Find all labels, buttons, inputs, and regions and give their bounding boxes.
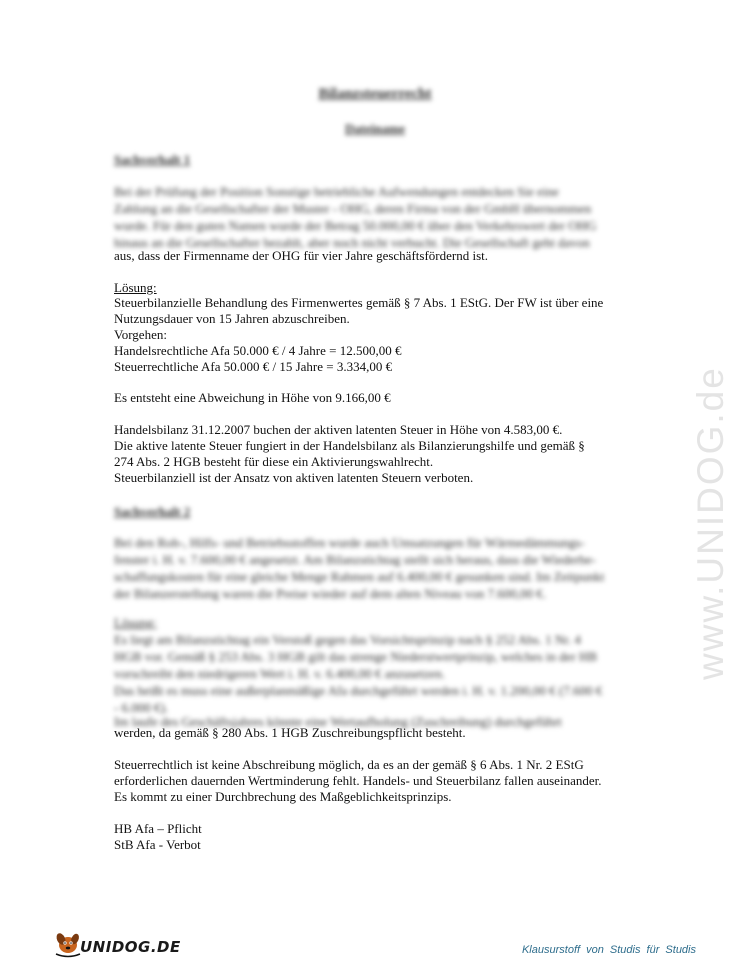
section1-heading: Sachverhalt 1 xyxy=(114,152,191,167)
watermark-text: www.UNIDOG.de xyxy=(690,366,731,680)
section1-blurred-line: wurde. Für den guten Namen wurde der Betrag 50.000,00 € über den Verkehrswert der OHG xyxy=(114,218,597,233)
section2-blurred-solution-line: vorschreibt den niedrigeren Wert i. H. v. 6.400,00 € anzusetzen. xyxy=(114,666,446,681)
section2-blurred-solution-line: Es liegt am Bilanzstichtag ein Verstoß gegen das Vorsichtsprinzip nach § 252 Abs. 1 Nr. 4 xyxy=(114,632,581,647)
section2-blurred-line: Bei den Roh-, Hilfs- und Betriebsstoffen wurde auch Umsatzungen für Wärmedämmungs- xyxy=(114,535,585,550)
solution-line: Handelsrechtliche Afa 50.000 € / 4 Jahre = 12.500,00 € xyxy=(114,343,402,358)
solution-line: Vorgehen: xyxy=(114,327,167,342)
section2-blurred-solution-line: Im laufe des Geschäftsjahres könnte eine Wertaufholung (Zuschreibung) durchgeführt xyxy=(114,714,562,729)
footer-logo-text: UNIDOG.DE xyxy=(80,938,181,956)
section2-blurred-solution-line: - 6.000 €). xyxy=(114,700,169,715)
tax-line: Steuerrechtlich ist keine Abschreibung möglich, da es an der gemäß § 6 Abs. 1 Nr. 2 EStG xyxy=(114,757,584,772)
solution-line: Steuerrechtliche Afa 50.000 € / 15 Jahre = 3.334,00 € xyxy=(114,359,393,374)
balance-line: Handelsbilanz 31.12.2007 buchen der aktiven latenten Steuer in Höhe von 4.583,00 €. xyxy=(114,422,563,437)
document-title: Bilanzsteuerrecht xyxy=(318,86,432,102)
section2-heading: Sachverhalt 2 xyxy=(114,504,191,519)
solution-line: Nutzungsdauer von 15 Jahren abzuschreiben. xyxy=(114,311,350,326)
section2-blurred-line: schaffungskosten für eine gleiche Menge Rahmen auf 6.400,00 € gesunken sind. Im Zeitpunkt xyxy=(114,569,605,584)
section1-blurred-line: Bei der Prüfung der Position Sonstige betriebliche Aufwendungen entdecken Sie eine xyxy=(114,184,559,199)
section1-blurred-line: hinaus an die Gesellschafter bezahlt, aber noch nicht verbucht. Die Gesellschaft geht davon xyxy=(114,235,590,250)
section2-blurred-line: der Bilanzerstellung waren die Preise wieder auf dem alten Niveau von 7.600,00 €. xyxy=(114,586,547,601)
summary-line: StB Afa - Verbot xyxy=(114,837,201,852)
section2-blurred-solution-line: Das heißt es muss eine außerplanmäßige Afa durchgeführt werden i. H. v. 1.200,00 € (7.600 € xyxy=(114,683,603,698)
deviation-line: Es entsteht eine Abweichung in Höhe von 9.166,00 € xyxy=(114,390,391,405)
document-subtitle: Dateiname xyxy=(345,121,405,136)
balance-line: 274 Abs. 2 HGB besteht für diese ein Aktivierungswahlrecht. xyxy=(114,454,434,469)
section2-solution-label: Lösung: xyxy=(114,615,157,630)
section2-text-line: werden, da gemäß § 280 Abs. 1 HGB Zuschreibungspflicht besteht. xyxy=(114,725,466,740)
section1-blurred-line: Zahlung an die Gesellschafter der Muster - OHG, deren Firma von der GmbH übernommen xyxy=(114,201,592,216)
section1-text-line: aus, dass der Firmenname der OHG für vier Jahre geschäftsfördernd ist. xyxy=(114,248,488,263)
footer-tagline: Klausurstoff von Studis für Studis xyxy=(521,944,696,956)
section2-blurred-line: fenster i. H. v. 7.600,00 € angesetzt. Am Bilanzstichtag stellt sich heraus, dass die Wiederbe- xyxy=(114,552,596,567)
tax-line: erforderlichen dauernden Wertminderung fehlt. Handels- und Steuerbilanz fallen auseinander. xyxy=(114,773,602,788)
tax-line: Es kommt zu einer Durchbrechung des Maßgeblichkeitsprinzips. xyxy=(114,789,452,804)
solution-label: Lösung: xyxy=(114,280,157,295)
watermark xyxy=(638,240,731,680)
section2-blurred-solution-line: HGB vor. Gemäß § 253 Abs. 3 HGB gilt das strenge Niederstwertprinzip, welches in der HB xyxy=(114,649,598,664)
balance-line: Die aktive latente Steuer fungiert in der Handelsbilanz als Bilanzierungshilfe und gemäß § xyxy=(114,438,585,453)
footer-logo xyxy=(52,928,182,962)
dog-icon xyxy=(52,928,82,958)
solution-line: Steuerbilanzielle Behandlung des Firmenwertes gemäß § 7 Abs. 1 EStG. Der FW ist über eine xyxy=(114,295,604,310)
summary-line: HB Afa – Pflicht xyxy=(114,821,202,836)
balance-line: Steuerbilanziell ist der Ansatz von aktiven latenten Steuern verboten. xyxy=(114,470,474,485)
